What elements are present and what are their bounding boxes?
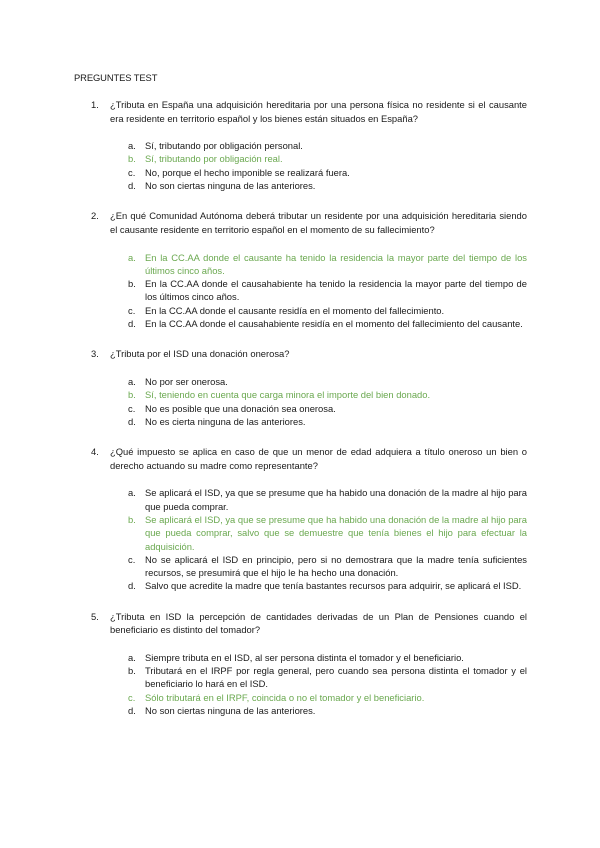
question — [91, 347, 527, 428]
option-text: No son ciertas ninguna de las anteriores. — [145, 705, 316, 717]
question-stem — [91, 98, 527, 125]
question-text: ¿En qué Comunidad Autónoma deberá tributar un residente por una adquisición hereditaria siendo el causante residente en territorio español en el momento de su fallecimiento? — [110, 210, 527, 235]
option — [128, 304, 527, 317]
question-text: ¿Qué impuesto se aplica en caso de que un menor de edad adquiera a título oneroso un bien o derecho actuando su madre como representante? — [110, 446, 527, 471]
option-letter: b. — [128, 278, 136, 290]
option — [128, 664, 527, 691]
option-text: Siempre tributa en el ISD, al ser persona distinta el tomador y el beneficiario. — [145, 651, 464, 663]
option-letter: c. — [128, 304, 136, 316]
option — [128, 486, 527, 513]
option-letter: a. — [128, 487, 136, 499]
option-letter: d. — [128, 580, 136, 592]
option-text: No es posible que una donación sea onerosa. — [145, 402, 336, 414]
question-list — [91, 98, 527, 734]
option-letter: b. — [128, 513, 136, 525]
option-text: No son ciertas ninguna de las anteriores. — [145, 180, 316, 192]
option — [128, 402, 527, 415]
question-text: ¿Tributa en ISD la percepción de cantidades derivadas de un Plan de Pensiones cuando el beneficiario es distinto del tomador? — [110, 610, 527, 636]
option-text: Salvo que acredite la madre que tenía bastantes recursos para adquirir, se aplicará el ISD. — [145, 580, 522, 592]
option-list — [128, 251, 527, 331]
option-text: No, porque el hecho imponible se realizará fuera. — [145, 166, 350, 178]
option-text: No es cierta ninguna de las anteriores. — [145, 415, 306, 427]
option-letter: a. — [128, 140, 136, 152]
option-text: En la CC.AA donde el causahabiente residía en el momento del fallecimiento del causante. — [145, 318, 523, 330]
option-list — [128, 486, 527, 592]
option-text: En la CC.AA donde el causahabiente ha tenido la residencia la mayor parte del tiempo de los últimos cinco años. — [145, 278, 527, 303]
option-correct — [128, 388, 527, 401]
option-list — [128, 375, 527, 428]
option-correct — [128, 691, 527, 704]
question-stem — [91, 209, 527, 236]
option-text: Sólo tributará en el IRPF, coincida o no el tomador y el beneficiario. — [145, 691, 425, 703]
option-text: No por ser onerosa. — [145, 375, 228, 387]
option-correct — [128, 251, 527, 278]
option — [128, 553, 527, 580]
option-letter: b. — [128, 665, 136, 677]
option — [128, 375, 527, 388]
option-correct — [128, 152, 527, 165]
option-letter: c. — [128, 402, 136, 414]
option-text: Sí, tributando por obligación real. — [145, 153, 283, 165]
document-title: PREGUNTES TEST — [74, 72, 158, 83]
option-text: Sí, tributando por obligación personal. — [145, 140, 303, 152]
question-number: 2. — [91, 210, 99, 222]
option-correct — [128, 513, 527, 553]
option-text: En la CC.AA donde el causante ha tenido la residencia la mayor parte del tiempo de los últimos cinco años. — [145, 251, 527, 276]
option-letter: c. — [128, 553, 136, 565]
option-letter: a. — [128, 651, 136, 663]
option-letter: d. — [128, 705, 136, 717]
option — [128, 704, 527, 717]
option-letter: d. — [128, 318, 136, 330]
option-list — [128, 651, 527, 717]
option — [128, 277, 527, 304]
option-letter: d. — [128, 415, 136, 427]
option-letter: b. — [128, 389, 136, 401]
question-stem — [91, 347, 527, 361]
option-letter: a. — [128, 375, 136, 387]
option — [128, 415, 527, 428]
option-letter: d. — [128, 180, 136, 192]
option-list — [128, 139, 527, 192]
option — [128, 166, 527, 179]
option-text: Tributará en el IRPF por regla general, pero cuando sea persona distinta el tomador y el beneficiario lo hará en el ISD. — [145, 665, 527, 690]
option-text: En la CC.AA donde el causante residía en el momento del fallecimiento. — [145, 304, 445, 316]
option-text: Se aplicará el ISD, ya que se presume que ha habido una donación de la madre al hijo para que pueda comprar, salvo que se demuestre que tenía bienes el hijo para efectuar la adquisición. — [145, 513, 527, 552]
question-number: 4. — [91, 446, 99, 458]
option — [128, 579, 527, 592]
option — [128, 179, 527, 192]
option-text: Sí, teniendo en cuenta que carga minora el importe del bien donado. — [145, 389, 431, 401]
option-text: Se aplicará el ISD, ya que se presume que ha habido una donación de la madre al hijo para que pueda comprar. — [145, 487, 527, 512]
option-text: No se aplicará el ISD en principio, pero si no demostrara que la madre tenía suficientes recursos, se presumirá que el hijo le ha hecho una donación. — [145, 553, 527, 579]
question — [91, 610, 527, 718]
question — [91, 98, 527, 192]
option-letter: a. — [128, 251, 136, 263]
option — [128, 317, 527, 330]
question-stem — [91, 445, 527, 472]
question-text: ¿Tributa por el ISD una donación onerosa? — [110, 348, 290, 360]
question-stem — [91, 610, 527, 637]
option — [128, 139, 527, 152]
option-letter: c. — [128, 691, 136, 703]
option — [128, 651, 527, 664]
option-letter: b. — [128, 153, 136, 165]
question-number: 3. — [91, 348, 99, 360]
question — [91, 209, 527, 330]
question-text: ¿Tributa en España una adquisición hereditaria por una persona física no residente si el causante era residente en territorio español y los bienes están situados en España? — [110, 99, 527, 124]
question-number: 1. — [91, 99, 99, 110]
question-number: 5. — [91, 610, 99, 622]
question — [91, 445, 527, 593]
option-letter: c. — [128, 166, 136, 178]
